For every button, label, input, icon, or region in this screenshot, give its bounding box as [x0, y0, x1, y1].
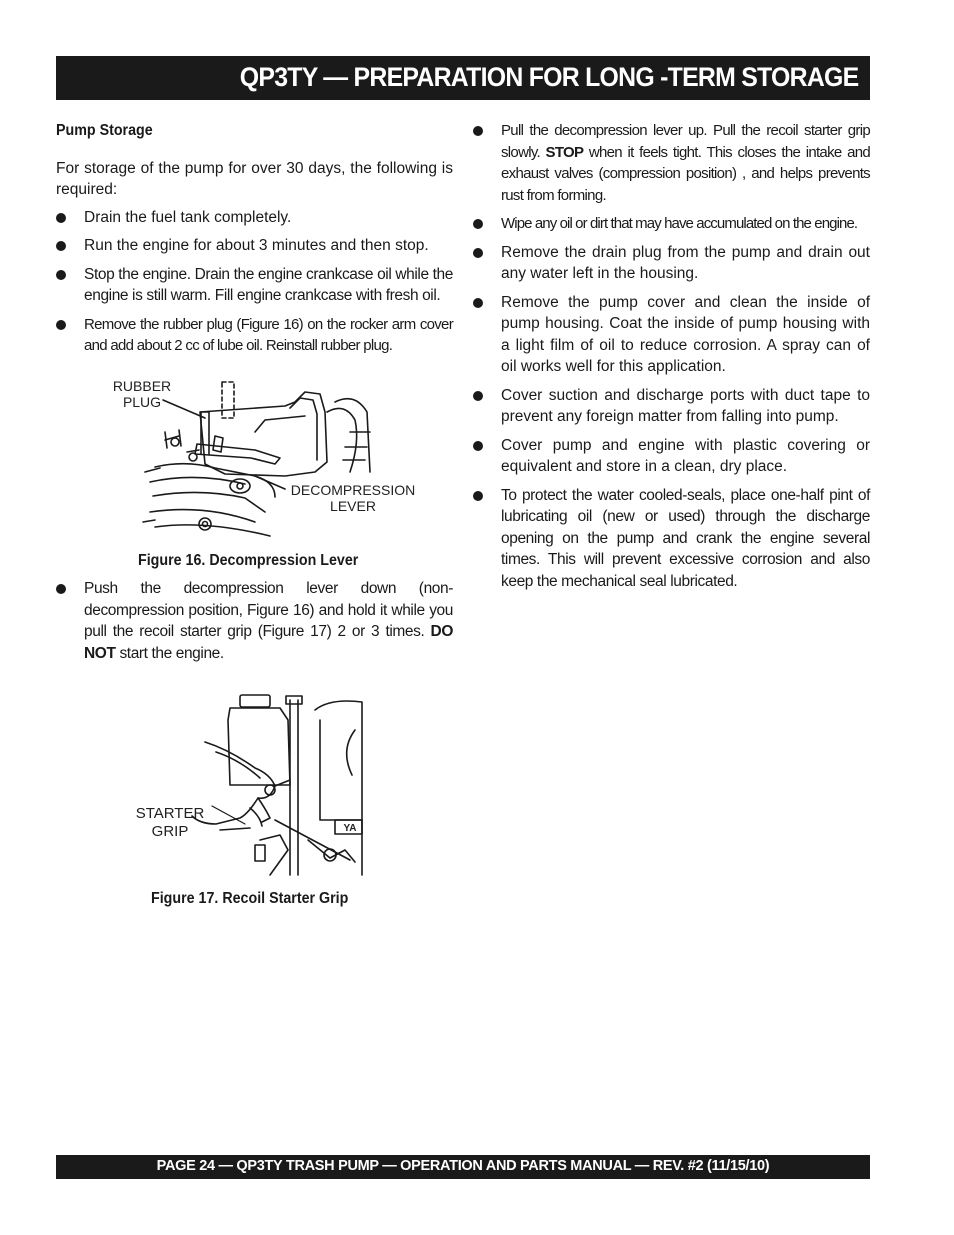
storage-steps-list-continued	[473, 120, 870, 592]
list-item: Remove the rubber plug (Figure 16) on the rocker arm cover and add about 2 cc of lube oil. Reinstall rubber plug.	[56, 314, 453, 357]
page-header-bar	[56, 56, 870, 100]
list-item: To protect the water cooled-seals, place one-half pint of lubricating oil (new or used) through the discharge opening on the pump and crank the engine several times. This will prevent excessive corrosion and also keep the mechanical seal lubricated.	[473, 485, 870, 593]
list-item: Drain the fuel tank completely.	[56, 207, 453, 229]
list-item: Push the decompression lever down (non-decompression position, Figure 16) and hold it while you pull the recoil starter grip (Figure 17) 2 or 3 times. DO NOT start the engine.	[56, 578, 453, 664]
bullet-icon	[56, 270, 66, 280]
page-footer-bar	[56, 1155, 870, 1179]
figure-17-caption: Figure 17. Recoil Starter Grip	[151, 890, 349, 907]
bullet-icon	[56, 241, 66, 251]
list-item: Wipe any oil or dirt that may have accumulated on the engine.	[473, 213, 870, 235]
storage-steps-list	[56, 207, 453, 357]
bullet-icon	[473, 441, 483, 451]
bullet-icon	[473, 219, 483, 229]
starter-grip-illustration	[130, 690, 365, 878]
left-column-continued	[56, 578, 453, 671]
starter-grip-label: STARTER GRIP	[135, 805, 205, 840]
bullet-icon	[473, 126, 483, 136]
list-item: Run the engine for about 3 minutes and then stop.	[56, 235, 453, 257]
left-column	[56, 120, 453, 364]
figure-16-decompression-lever	[105, 372, 425, 544]
list-item: Pull the decompression lever up. Pull the recoil starter grip slowly. STOP when it feels tight. This closes the intake and exhaust valves (compression position) , and helps prevents rust from forming.	[473, 120, 870, 206]
engine-badge-text: YA	[343, 823, 357, 834]
list-item: Cover pump and engine with plastic covering or equivalent and store in a clean, dry place.	[473, 435, 870, 478]
section-title: Pump Storage	[56, 122, 153, 139]
footer-text: PAGE 24 — QP3TY TRASH PUMP — OPERATION AND PARTS MANUAL — REV. #2 (11/15/10)	[156, 1158, 770, 1174]
decompression-lever-label: DECOMPRESSION LEVER	[290, 482, 416, 514]
bullet-icon	[473, 248, 483, 258]
rubber-plug-label: RUBBER PLUG	[112, 378, 172, 410]
page-title: QP3TY — PREPARATION FOR LONG -TERM STORAGE	[239, 62, 858, 92]
bullet-icon	[56, 320, 66, 330]
bullet-icon	[56, 584, 66, 594]
bullet-icon	[473, 298, 483, 308]
bullet-icon	[56, 213, 66, 223]
intro-paragraph: For storage of the pump for over 30 days, the following is required:	[56, 159, 453, 198]
list-item: Remove the pump cover and clean the inside of pump housing. Coat the inside of pump housing with a light film of oil to reduce corrosion. A spray can of oil works well for this application.	[473, 292, 870, 378]
list-item: Stop the engine. Drain the engine crankcase oil while the engine is still warm. Fill engine crankcase with fresh oil.	[56, 264, 453, 307]
figure-16-caption: Figure 16. Decompression Lever	[138, 552, 359, 569]
right-column	[473, 120, 870, 599]
figure-17-recoil-starter-grip	[130, 690, 365, 878]
bullet-icon	[473, 391, 483, 401]
list-item: Remove the drain plug from the pump and drain out any water left in the housing.	[473, 242, 870, 285]
list-item: Cover suction and discharge ports with duct tape to prevent any foreign matter from falling into pump.	[473, 385, 870, 428]
bullet-icon	[473, 491, 483, 501]
